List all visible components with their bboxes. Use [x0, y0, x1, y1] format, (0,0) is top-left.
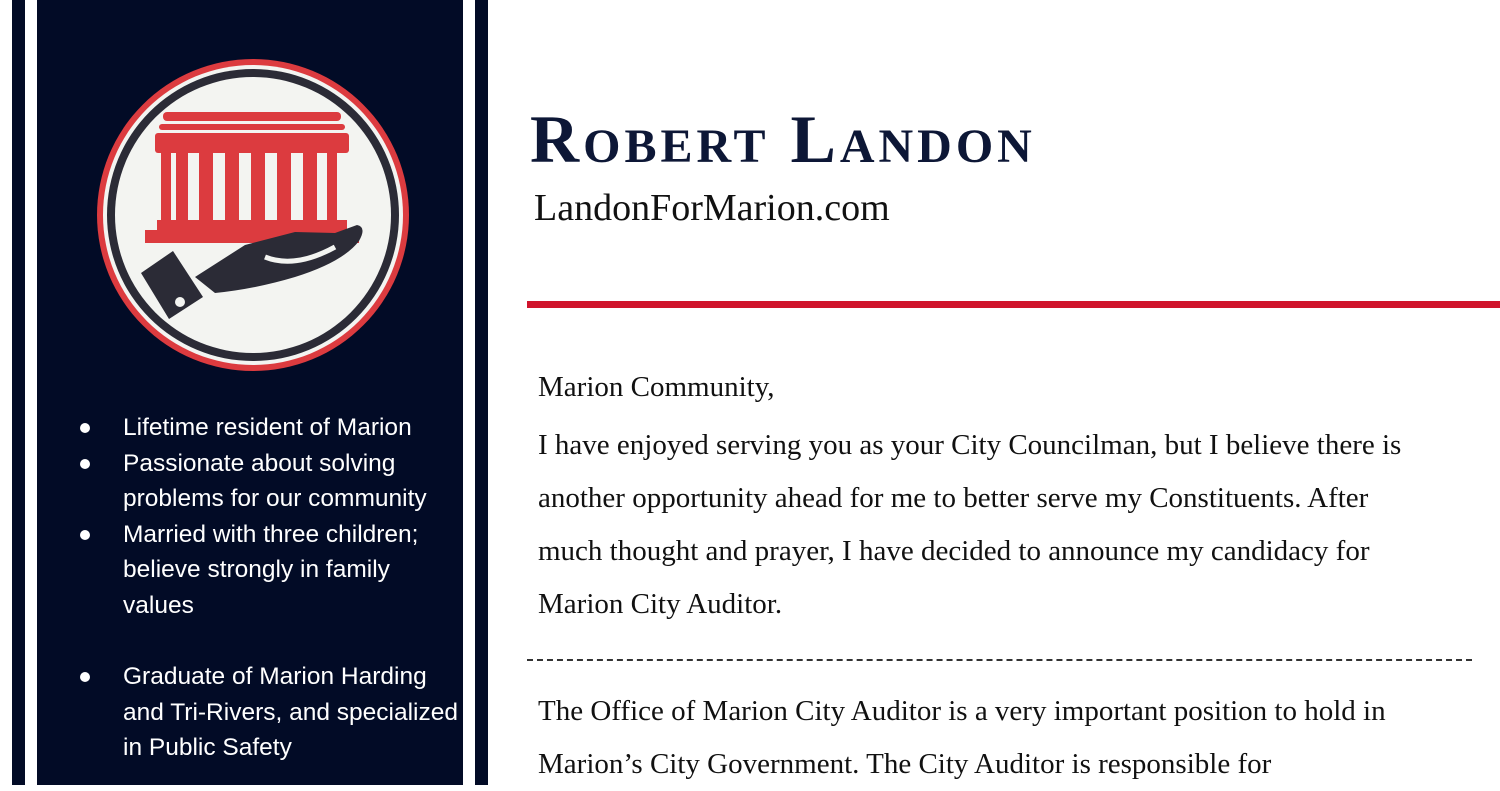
candidate-name: Robert Landon	[530, 101, 1036, 177]
sidebar-stripe-left	[25, 0, 37, 785]
bullet-item: Passionate about solving problems for our community	[72, 446, 462, 517]
sidebar-stripe-right	[463, 0, 475, 785]
bio-bullet-list	[72, 410, 462, 766]
campaign-website: LandonForMarion.com	[534, 187, 890, 229]
bullet-item: Graduate of Marion Harding and Tri-Rivers, and specialized in Public Safety	[72, 659, 462, 766]
letter-paragraph-1: I have enjoyed serving you as your City Councilman, but I believe there is another opportunity ahead for me to better serve my Constituents. After much thought and prayer, I have decided to announce my candidacy for Marion City Auditor.	[538, 429, 1402, 620]
letter-greeting: Marion Community,	[538, 371, 775, 403]
capitol-hand-logo	[95, 57, 411, 373]
bullet-item: Married with three children; believe strongly in family values	[72, 517, 462, 624]
bullet-item: Lifetime resident of Marion	[72, 410, 462, 446]
header-divider	[527, 301, 1500, 308]
section-divider	[527, 659, 1472, 661]
letter-paragraph-2: The Office of Marion City Auditor is a very important position to hold in Marion’s City Government. The City Auditor is responsible for	[538, 695, 1386, 780]
